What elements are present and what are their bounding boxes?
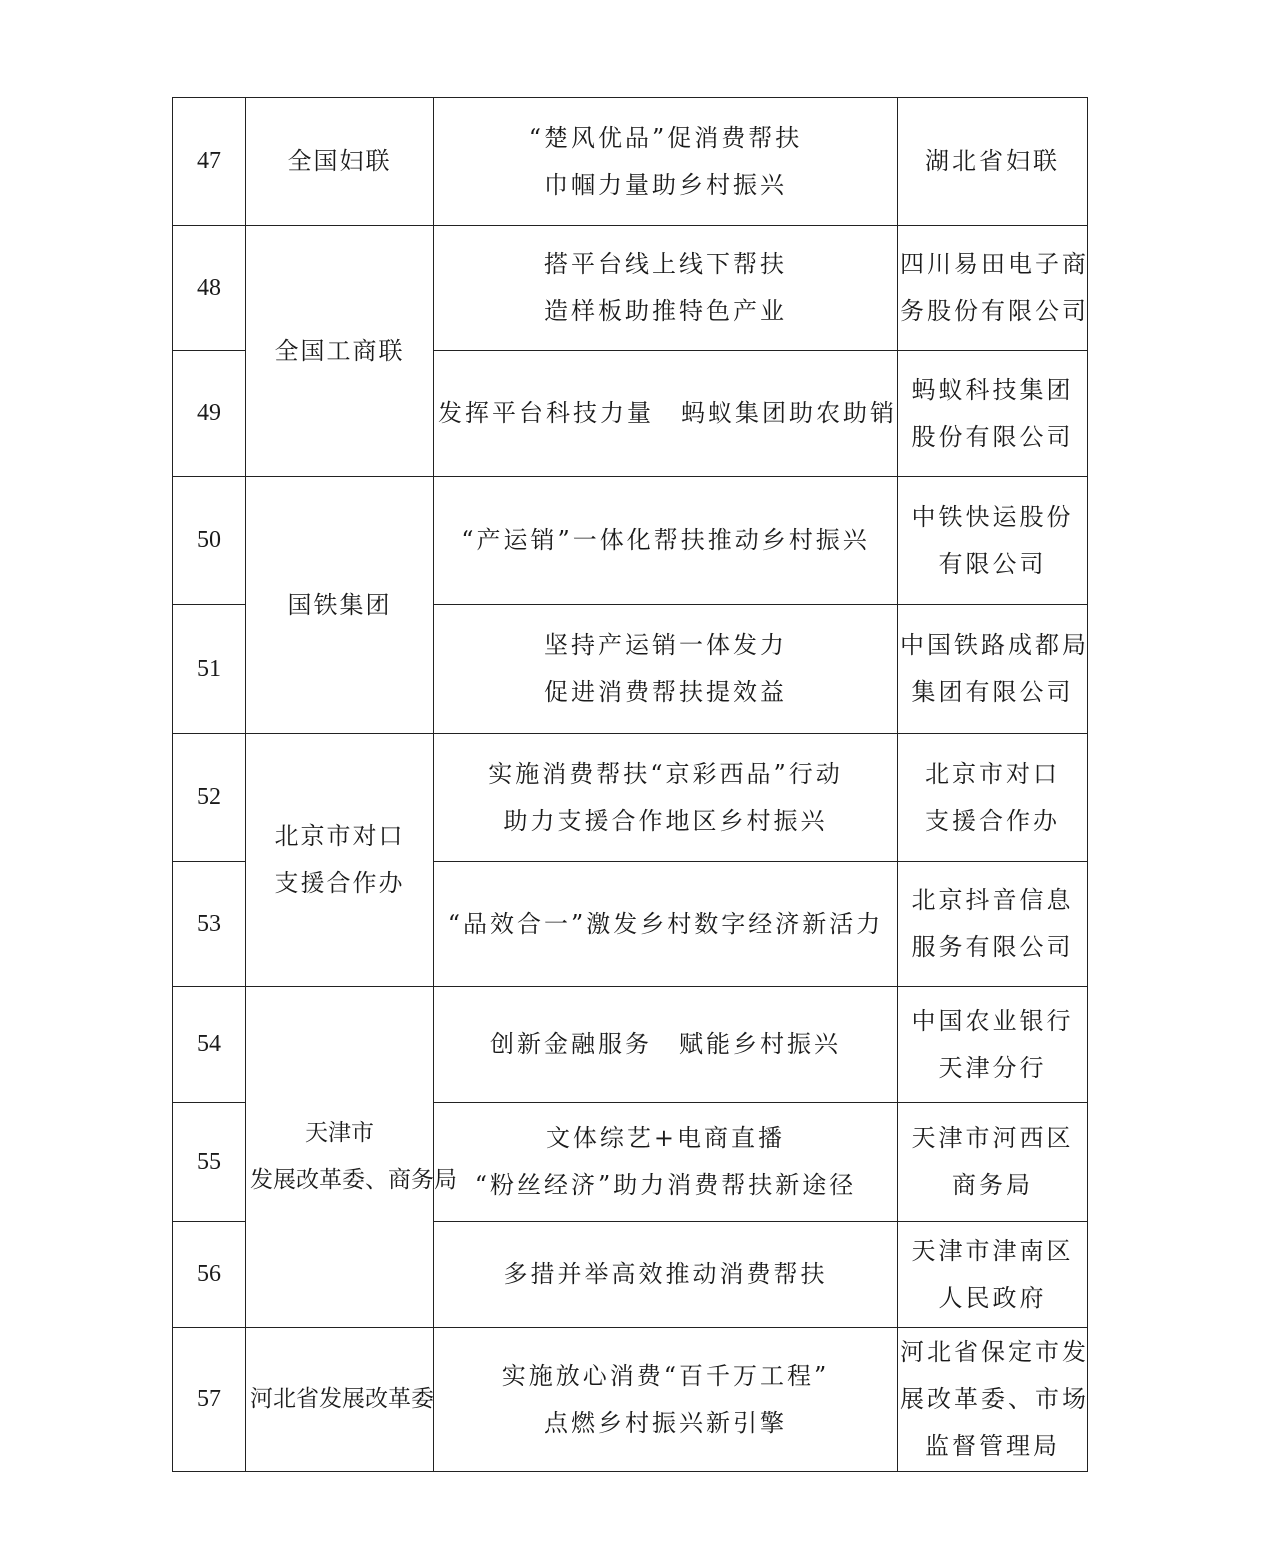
org-cell xyxy=(246,98,434,226)
table-row xyxy=(173,226,1088,351)
unit-line: 监督管理局 xyxy=(925,1432,1060,1460)
case-title-line: 多措并举高效推动消费帮扶 xyxy=(503,1260,828,1288)
case-title-line: 创新金融服务 赋能乡村振兴 xyxy=(490,1030,841,1058)
table-row xyxy=(173,734,1088,862)
unit-cell xyxy=(898,734,1088,862)
org-line: 河北省发展改革委 xyxy=(250,1386,434,1412)
unit-line: 蚂蚁科技集团 xyxy=(911,375,1074,404)
row-number: 50 xyxy=(173,477,246,605)
case-title-cell xyxy=(434,987,898,1103)
case-title-cell xyxy=(434,862,898,987)
org-cell xyxy=(246,987,457,1328)
case-title-line: 坚持产运销一体发力 xyxy=(544,631,787,659)
case-title-cell xyxy=(434,734,898,862)
unit-cell xyxy=(898,987,1088,1103)
row-number: 56 xyxy=(173,1222,246,1328)
case-title-cell xyxy=(434,1222,898,1328)
unit-line: 河北省保定市发 xyxy=(900,1338,1089,1366)
case-title-line: 搭平台线上线下帮扶 xyxy=(544,250,787,278)
case-title-line: 文体综艺+电商直播 xyxy=(545,1124,786,1152)
case-title-cell xyxy=(434,1328,898,1472)
case-title-line: 实施消费帮扶“京彩西品”行动 xyxy=(488,759,843,788)
unit-cell xyxy=(898,1103,1088,1222)
row-number: 52 xyxy=(173,734,246,862)
unit-cell xyxy=(898,1328,1088,1472)
row-number: 49 xyxy=(173,351,246,477)
unit-line: 支援合作办 xyxy=(925,806,1060,835)
org-line: 天津市 xyxy=(305,1120,374,1146)
unit-line: 四川易田电子商 xyxy=(900,250,1089,278)
unit-line: 集团有限公司 xyxy=(911,678,1074,706)
unit-line: 中铁快运股份 xyxy=(911,502,1074,531)
unit-line: 中国农业银行 xyxy=(911,1006,1074,1035)
case-title-cell xyxy=(434,1103,898,1222)
case-title-line: 实施放心消费“百千万工程” xyxy=(501,1361,830,1390)
unit-cell xyxy=(898,862,1088,987)
org-line: 发展改革委、商务局 xyxy=(250,1167,457,1193)
case-title-cell xyxy=(434,351,898,477)
org-cell xyxy=(246,226,434,477)
unit-line: 湖北省妇联 xyxy=(925,147,1060,175)
case-title-line: 造样板助推特色产业 xyxy=(544,297,787,325)
case-title-cell xyxy=(434,98,898,226)
unit-line: 人民政府 xyxy=(938,1283,1047,1312)
unit-line: 展改革委、市场 xyxy=(900,1385,1089,1413)
row-number: 48 xyxy=(173,226,246,351)
case-title-cell xyxy=(434,226,898,351)
unit-line: 北京市对口 xyxy=(925,759,1060,788)
case-title-line: 助力支援合作地区乡村振兴 xyxy=(503,806,828,835)
table-row xyxy=(173,1328,1088,1472)
org-line: 支援合作办 xyxy=(274,869,405,897)
org-line: 北京市对口 xyxy=(274,822,405,850)
unit-line: 股份有限公司 xyxy=(911,422,1074,451)
unit-line: 务股份有限公司 xyxy=(900,297,1089,325)
unit-line: 北京抖音信息 xyxy=(911,886,1074,914)
unit-line: 服务有限公司 xyxy=(911,933,1074,961)
case-title-line: 巾帼力量助乡村振兴 xyxy=(544,170,787,199)
table-row xyxy=(173,477,1088,605)
unit-line: 中国铁路成都局 xyxy=(900,631,1089,659)
recommendation-table xyxy=(172,97,1088,1472)
unit-cell xyxy=(898,226,1088,351)
org-line: 全国妇联 xyxy=(287,147,392,175)
org-cell xyxy=(246,477,434,734)
unit-cell xyxy=(898,351,1088,477)
unit-line: 有限公司 xyxy=(938,549,1047,578)
table-row xyxy=(173,98,1088,226)
row-number: 57 xyxy=(173,1328,246,1472)
row-number: 55 xyxy=(173,1103,246,1222)
case-title-line: “产运销”一体化帮扶推动乡村振兴 xyxy=(461,526,870,554)
case-title-cell xyxy=(434,477,898,605)
unit-line: 天津分行 xyxy=(938,1053,1047,1082)
unit-cell xyxy=(898,98,1088,226)
row-number: 54 xyxy=(173,987,246,1103)
case-title-line: “粉丝经济”助力消费帮扶新途径 xyxy=(474,1171,857,1199)
row-number: 53 xyxy=(173,862,246,987)
unit-line: 商务局 xyxy=(952,1171,1033,1199)
row-number: 51 xyxy=(173,605,246,734)
unit-cell xyxy=(898,1222,1088,1328)
case-title-line: 发挥平台科技力量 蚂蚁集团助农助销 xyxy=(438,399,897,427)
org-cell xyxy=(246,1328,434,1472)
case-title-line: “楚风优品”促消费帮扶 xyxy=(528,123,803,152)
org-cell xyxy=(246,734,434,987)
unit-cell xyxy=(898,605,1088,734)
row-number: 47 xyxy=(173,98,246,226)
table-row xyxy=(173,987,1088,1103)
case-title-line: 点燃乡村振兴新引擎 xyxy=(544,1408,787,1437)
case-title-cell xyxy=(434,605,898,734)
unit-line: 天津市津南区 xyxy=(911,1236,1074,1265)
org-line: 全国工商联 xyxy=(274,336,405,365)
org-line: 国铁集团 xyxy=(287,590,392,619)
case-title-line: 促进消费帮扶提效益 xyxy=(544,678,787,706)
unit-line: 天津市河西区 xyxy=(911,1124,1074,1152)
unit-cell xyxy=(898,477,1088,605)
case-title-line: “品效合一”激发乡村数字经济新活力 xyxy=(447,909,884,938)
